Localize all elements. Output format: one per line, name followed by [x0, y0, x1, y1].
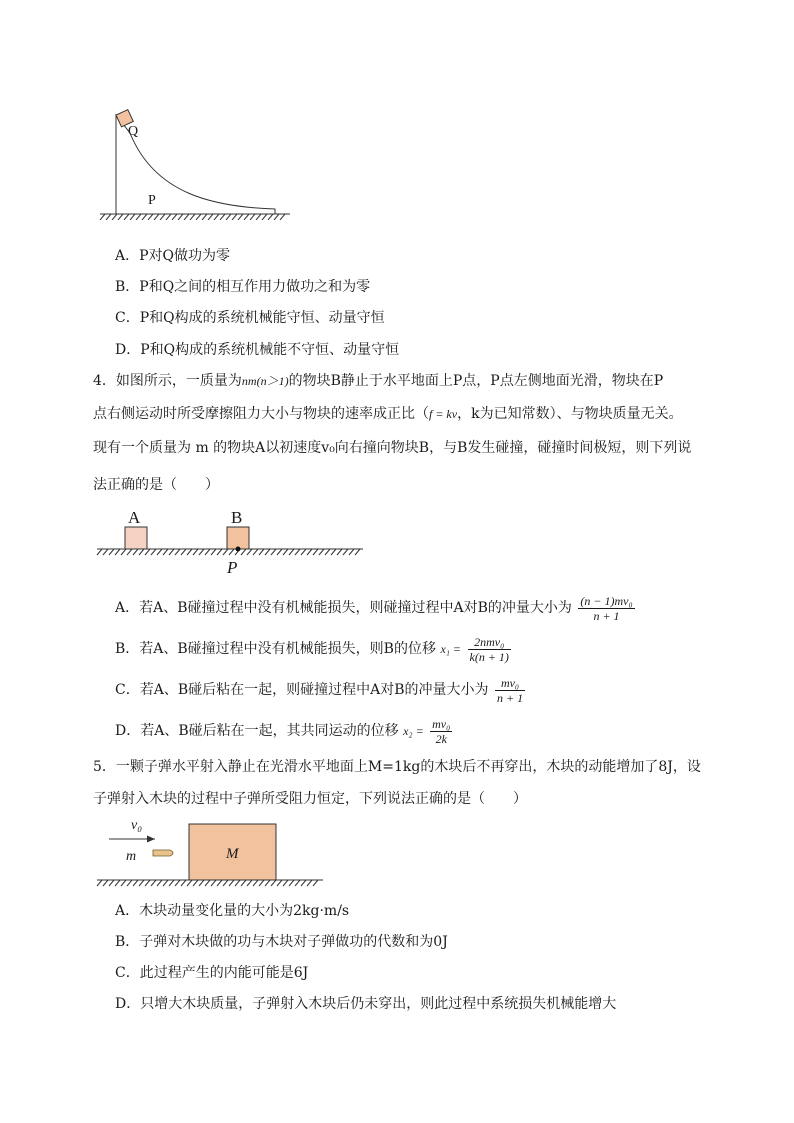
- point-p-marker: [236, 547, 241, 552]
- q4-line-4: 法正确的是（ ）: [93, 477, 219, 493]
- hatch-mark: [313, 549, 318, 555]
- fraction-numerator: 2nmv₀: [468, 635, 511, 650]
- hatch-mark: [337, 549, 342, 555]
- hatch-mark: [232, 214, 237, 220]
- hatch-mark: [142, 214, 147, 220]
- hatch-mark: [313, 880, 318, 886]
- hatch-mark: [325, 549, 330, 555]
- hatch-mark: [268, 214, 273, 220]
- hatch-mark: [109, 549, 114, 555]
- q3-option-b: B．P和Q之间的相互作用力做功之和为零: [115, 279, 371, 295]
- hatch-mark: [124, 214, 129, 220]
- hatch-mark: [208, 214, 213, 220]
- q3-figure: [95, 105, 295, 220]
- hatch-mark: [154, 214, 159, 220]
- hatch-mark: [139, 880, 144, 886]
- q4-option-c-fraction: [495, 676, 525, 705]
- q5-option-b: B．子弹对木块做的功与木块对子弹做功的代数和为0J: [115, 934, 448, 950]
- hatch-mark: [250, 214, 255, 220]
- hatch-mark: [289, 880, 294, 886]
- hatch-mark: [106, 214, 111, 220]
- hatch-mark: [280, 214, 285, 220]
- hatch-mark: [283, 549, 288, 555]
- hatch-mark: [235, 880, 240, 886]
- label-b: B: [231, 508, 243, 527]
- hatch-mark: [115, 880, 120, 886]
- hatch-mark: [259, 549, 264, 555]
- hatch-mark: [226, 214, 231, 220]
- q4-option-d-var: x₂ =: [403, 724, 424, 738]
- hatch-mark: [205, 549, 210, 555]
- q4-line-3: 现有一个质量为 m 的物块A以初速度v₀向右撞向物块B，与B发生碰撞，碰撞时间极短，则下列说: [93, 440, 692, 456]
- hatch-mark: [331, 549, 336, 555]
- hatch-mark: [184, 214, 189, 220]
- hatch-mark: [229, 880, 234, 886]
- hatch-mark: [112, 214, 117, 220]
- hatch-mark: [283, 880, 288, 886]
- hatch-mark: [241, 549, 246, 555]
- hatch-mark: [247, 880, 252, 886]
- hatch-mark: [97, 880, 102, 886]
- fraction-numerator: mv₀: [432, 716, 451, 731]
- q4-line2-b: ，k为已知常数）、与物块质量无关。: [457, 406, 683, 422]
- hatch-mark: [181, 880, 186, 886]
- q4-option-d: [115, 716, 454, 746]
- q4-line-2: [93, 404, 683, 424]
- q5-option-d: D．只增大木块质量，子弹射入木块后仍未穿出，则此过程中系统损失机械能增大: [115, 996, 617, 1012]
- hatch-mark: [121, 880, 126, 886]
- hatch-mark: [271, 880, 276, 886]
- fraction-denominator: n + 1: [496, 690, 524, 705]
- hatch-mark: [190, 214, 195, 220]
- q4-line1-b: 的物块B静止于水平地面上P点，P点左侧地面光滑，物块在P: [288, 373, 664, 389]
- hatch-mark: [319, 549, 324, 555]
- hatch-mark: [238, 214, 243, 220]
- hatch-mark: [199, 549, 204, 555]
- hatch-mark: [244, 214, 249, 220]
- hatch-mark: [109, 880, 114, 886]
- hatch-mark: [271, 549, 276, 555]
- hatch-mark: [103, 880, 108, 886]
- hatch-mark: [187, 880, 192, 886]
- hatch-mark: [100, 214, 105, 220]
- q4-option-a: [115, 593, 637, 623]
- hatch-mark: [163, 880, 168, 886]
- q4-option-b-var: x₁ =: [440, 642, 462, 656]
- hatch-mark: [247, 549, 252, 555]
- q4-option-d-text: D．若A、B碰后粘在一起，其共同运动的位移: [115, 723, 399, 739]
- q4-option-c-text: C．若A、B碰后粘在一起，则碰撞过程中A对B的冲量大小为: [115, 682, 489, 698]
- q4-option-a-fraction: [578, 594, 634, 623]
- hatch-mark: [217, 549, 222, 555]
- q4-mass-formula: nm(n＞1): [241, 374, 289, 388]
- hatch-mark: [253, 880, 258, 886]
- hatch-mark: [211, 549, 216, 555]
- hatch-mark: [301, 549, 306, 555]
- hatch-mark: [133, 880, 138, 886]
- hatch-mark: [355, 549, 360, 555]
- hatch-mark: [202, 214, 207, 220]
- hatch-mark: [205, 880, 210, 886]
- hatch-mark: [220, 214, 225, 220]
- hatch-mark: [223, 880, 228, 886]
- hatch-mark: [217, 880, 222, 886]
- hatch-mark: [175, 880, 180, 886]
- hatch-mark: [169, 880, 174, 886]
- hatch-mark: [145, 549, 150, 555]
- label-m: m: [126, 849, 137, 864]
- hatch-mark: [121, 549, 126, 555]
- q5-option-c: C．此过程产生的内能可能是6J: [115, 965, 309, 981]
- fraction-numerator: mv₀: [495, 676, 525, 691]
- arrow-head-icon: [147, 836, 155, 843]
- hatch-mark: [262, 214, 267, 220]
- q4-option-b: [115, 634, 513, 664]
- hatch-mark: [265, 880, 270, 886]
- hatch-mark: [259, 880, 264, 886]
- q4-option-b-fraction: [468, 635, 511, 664]
- hatch-mark: [145, 880, 150, 886]
- hatch-mark: [181, 549, 186, 555]
- hatch-mark: [265, 549, 270, 555]
- bullet: [153, 850, 173, 856]
- hatch-mark: [127, 880, 132, 886]
- hatch-mark: [211, 880, 216, 886]
- hatch-mark: [307, 880, 312, 886]
- hatch-mark: [178, 214, 183, 220]
- q4-figure: [95, 505, 370, 580]
- hatch-mark: [307, 549, 312, 555]
- label-q: Q: [128, 124, 139, 139]
- hatch-mark: [253, 549, 258, 555]
- q4-option-a-text: A．若A、B碰撞过程中没有机械能损失，则碰撞过程中A对B的冲量大小为: [115, 600, 572, 616]
- hatch-mark: [277, 880, 282, 886]
- block-a: [125, 527, 147, 549]
- label-big-m: M: [226, 846, 239, 862]
- hatch-mark: [241, 880, 246, 886]
- hatch-mark: [199, 880, 204, 886]
- label-v0: v₀: [131, 818, 143, 833]
- hatch-mark: [160, 214, 165, 220]
- label-p: P: [148, 193, 156, 208]
- hatch-mark: [187, 549, 192, 555]
- hatch-mark: [97, 549, 102, 555]
- hatch-mark: [166, 214, 171, 220]
- hatch-mark: [301, 880, 306, 886]
- hatch-mark: [295, 880, 300, 886]
- hatch-mark: [151, 880, 156, 886]
- q4-line1-a: 4．如图所示，一质量为: [93, 373, 242, 389]
- hatch-mark: [223, 549, 228, 555]
- hatch-mark: [214, 214, 219, 220]
- q3-option-c: C．P和Q构成的系统机械能守恒、动量守恒: [115, 310, 385, 326]
- hatch-mark: [133, 549, 138, 555]
- hatch-mark: [274, 214, 279, 220]
- q4-option-d-fraction: [430, 717, 452, 746]
- block-b: [227, 527, 249, 549]
- hatch-mark: [193, 880, 198, 886]
- q4-line-1: [93, 371, 663, 391]
- slope-p: [116, 115, 275, 214]
- hatch-mark: [229, 549, 234, 555]
- hatch-mark: [130, 214, 135, 220]
- hatch-mark: [148, 214, 153, 220]
- hatch-mark: [127, 549, 132, 555]
- hatch-mark: [115, 549, 120, 555]
- q4-friction-formula: f = kv: [429, 407, 458, 421]
- q4-option-b-text: B．若A、B碰撞过程中没有机械能损失，则B的位移: [115, 641, 436, 657]
- hatch-mark: [139, 549, 144, 555]
- hatch-mark: [157, 549, 162, 555]
- hatch-mark: [136, 214, 141, 220]
- hatch-mark: [289, 549, 294, 555]
- hatch-mark: [103, 549, 108, 555]
- fraction-denominator: 2k: [435, 731, 447, 746]
- hatch-mark: [157, 880, 162, 886]
- q4-line2-a: 点右侧运动时所受摩擦阻力大小与物块的速率成正比（: [93, 406, 429, 422]
- label-p: P: [227, 558, 238, 577]
- q5-option-a: A．木块动量变化量的大小为2kg·m/s: [115, 903, 350, 919]
- q3-option-a: A．P对Q做功为零: [115, 248, 231, 264]
- hatch-mark: [175, 549, 180, 555]
- fraction-denominator: k(n + 1): [469, 649, 509, 664]
- hatch-mark: [256, 214, 261, 220]
- q3-option-d: D．P和Q构成的系统机械能不守恒、动量守恒: [115, 342, 400, 358]
- hatch-mark: [118, 214, 123, 220]
- hatch-mark: [277, 549, 282, 555]
- q5-line-1: 5．一颗子弹水平射入静止在光滑水平地面上M=1kg的木块后不再穿出，木块的动能增加了8J，设: [93, 759, 701, 775]
- hatch-mark: [151, 549, 156, 555]
- fraction-denominator: n + 1: [593, 608, 620, 623]
- q5-line-2: 子弹射入木块的过程中子弹所受阻力恒定，下列说法正确的是（ ）: [93, 791, 527, 807]
- hatch-mark: [163, 549, 168, 555]
- hatch-mark: [196, 214, 201, 220]
- hatch-mark: [193, 549, 198, 555]
- hatch-mark: [169, 549, 174, 555]
- q4-option-c: [115, 675, 527, 705]
- hatch-mark: [295, 549, 300, 555]
- hatch-mark: [343, 549, 348, 555]
- hatch-mark: [349, 549, 354, 555]
- q5-figure: [95, 812, 330, 892]
- label-a: A: [128, 508, 141, 527]
- hatch-mark: [172, 214, 177, 220]
- fraction-numerator: (n − 1)mv₀: [580, 593, 633, 608]
